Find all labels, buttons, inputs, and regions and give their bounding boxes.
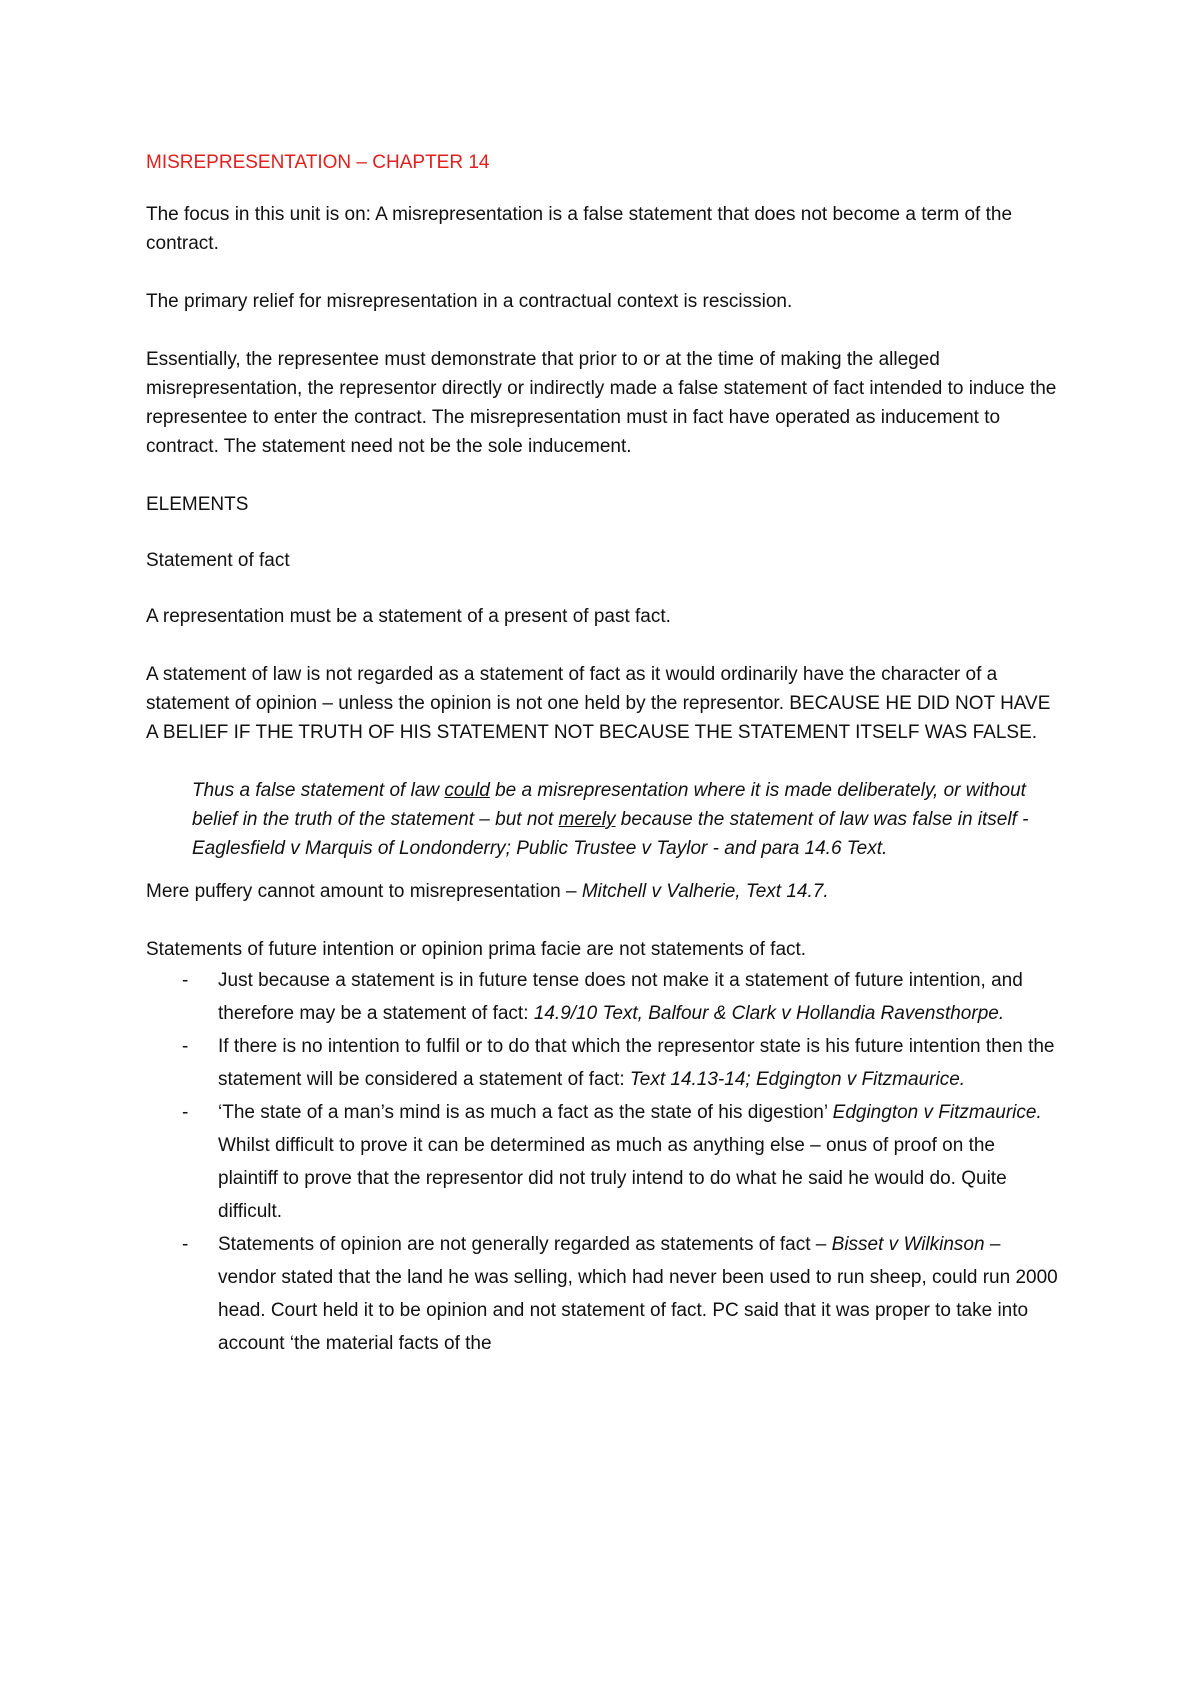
bullet-text: Statements of opinion are not generally regarded as statements of fact – (218, 1234, 832, 1255)
puffery-paragraph (146, 877, 1060, 906)
bullet-text-after: – vendor stated that the land he was selling, which had never been used to run sheep, could run 2000 head. Court held it to be opinion and not statement of fact. PC said that it was proper to take into account ‘the material facts of the (218, 1234, 1058, 1354)
statement-of-fact-heading: Statement of fact (146, 550, 290, 571)
essentially-paragraph: Essentially, the representee must demonstrate that prior to or at the time of making the alleged misrepresentation, the representor directly or indirectly made a false statement of fact intended to induce the representee to enter the contract. The misrepresentation must in fact have operated as inducement to contract. The statement need not be the sole inducement. (146, 349, 1057, 457)
list-item (182, 964, 1060, 1030)
elements-heading: ELEMENTS (146, 494, 249, 515)
future-intro-paragraph: Statements of future intention or opinion prima facie are not statements of fact. (146, 939, 807, 960)
puffery-text: Mere puffery cannot amount to misrepresentation – (146, 881, 582, 902)
indented-quote (192, 776, 1060, 863)
dash-bullet: - (182, 1234, 189, 1255)
bullet-text: Just because a statement is in future tense does not make it a statement of future intention, and therefore may be a statement of fact: (218, 970, 1023, 1024)
future-bullet-list (146, 964, 1060, 1360)
dash-bullet: - (182, 970, 189, 991)
bullet-text: If there is no intention to fulfil or to do that which the representor state is his future intention then the statement will be considered a statement of fact: (218, 1036, 1055, 1090)
bullet-cite: 14.9/10 Text, Balfour & Clark v Hollandia Ravensthorpe. (533, 1003, 1005, 1024)
bullet-text: ‘The state of a man’s mind is as much a fact as the state of his digestion’ (218, 1102, 833, 1123)
dash-bullet: - (182, 1036, 189, 1057)
present-past-paragraph: A representation must be a statement of a present of past fact. (146, 606, 671, 627)
bullet-text-after: Whilst difficult to prove it can be determined as much as anything else – onus of proof on the plaintiff to prove that the representor did not truly intend to do what he said he would do. Quite difficult. (218, 1135, 1007, 1222)
list-item (182, 1096, 1060, 1228)
indented-part3: because the statement of law was false in itself - Eaglesfield v Marquis of Londonderry; Public Trustee v Taylor - and para 14.6 Text. (192, 809, 1029, 859)
indented-merely: merely (558, 809, 616, 830)
relief-paragraph: The primary relief for misrepresentation in a contractual context is rescission. (146, 291, 793, 312)
intro-paragraph: The focus in this unit is on: A misrepresentation is a false statement that does not become a term of the contract. (146, 204, 1013, 254)
law-statement-paragraph: A statement of law is not regarded as a statement of fact as it would ordinarily have the character of a statement of opinion – unless the opinion is not one held by the representor. BECAUSE HE DID NOT HAVE A BELIEF IF THE TRUTH OF HIS STATEMENT NOT BECAUSE THE STATEMENT ITSELF WAS FALSE. (146, 664, 1051, 743)
list-item (182, 1030, 1060, 1096)
indented-could: could (444, 780, 490, 801)
document-title: MISREPRESENTATION – CHAPTER 14 (146, 152, 490, 173)
list-item (182, 1228, 1060, 1360)
puffery-cite: Mitchell v Valherie, Text 14.7. (581, 881, 829, 902)
dash-bullet: - (182, 1102, 189, 1123)
bullet-cite: Bisset v Wilkinson (831, 1234, 985, 1255)
indented-part1: Thus a false statement of law (192, 780, 445, 801)
indented-part2: be a misrepresentation where it is made deliberately, or without belief in the truth of the statement – but not (192, 780, 1026, 830)
bullet-cite: Text 14.13-14; Edgington v Fitzmaurice. (629, 1069, 966, 1090)
bullet-cite: Edgington v Fitzmaurice. (832, 1102, 1042, 1123)
